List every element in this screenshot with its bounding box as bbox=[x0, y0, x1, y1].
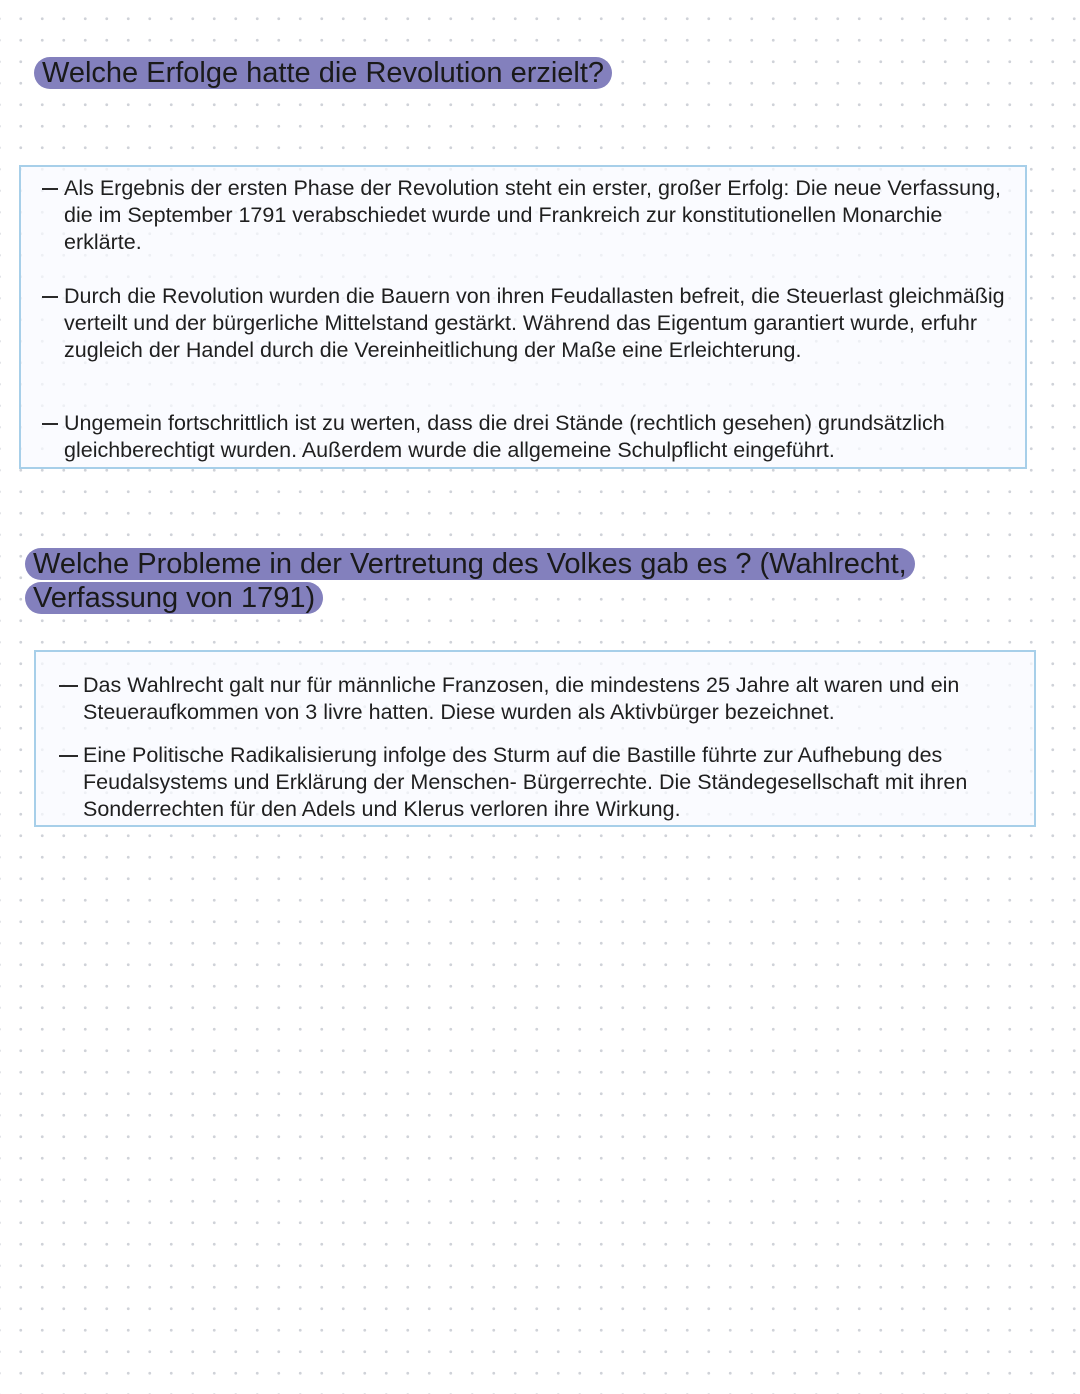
section-1-bullet-1: Als Ergebnis der ersten Phase der Revolution steht ein erster, großer Erfolg: Die neue Verfassung, die im September 1791 verabschiedet wurde und Frankreich zur konstitutionellen Monarchie erklärte. bbox=[42, 175, 1017, 256]
section-1-bullet-3: Ungemein fortschrittlich ist zu werten, dass die drei Stände (rechtlich gesehen) grundsätzlich gleichberechtigt wurden. Außerdem wurde die allgemeine Schulpflicht eingeführt. bbox=[42, 410, 1017, 464]
section-2-answer-box bbox=[34, 650, 1036, 827]
section-1-answer-box bbox=[19, 165, 1027, 469]
section-1-heading bbox=[34, 56, 674, 90]
section-1-bullet-2: Durch die Revolution wurden die Bauern von ihren Feudallasten befreit, die Steuerlast gleichmäßig verteilt und der bürgerliche Mittelstand gestärkt. Während das Eigentum garantiert wurde, erfuhr zugleich der Handel durch die Vereinheitlichung der Maße eine Erleichterung. bbox=[42, 283, 1017, 364]
section-1-heading-text: Welche Erfolge hatte die Revolution erzielt? bbox=[34, 57, 612, 89]
section-2-bullet-1: Das Wahlrecht galt nur für männliche Franzosen, die mindestens 25 Jahre alt waren und ein Steueraufkommen von 3 livre hatten. Diese wurden als Aktivbürger bezeichnet. bbox=[59, 672, 1044, 726]
section-2-heading-text: Welche Probleme in der Vertretung des Volkes gab es ? (Wahlrecht, Verfassung von 1791) bbox=[25, 548, 915, 614]
section-2-bullet-2: Eine Politische Radikalisierung infolge des Sturm auf die Bastille führte zur Aufhebung des Feudalsystems und Erklärung der Menschen- Bürgerrechte. Die Ständegesellschaft mit ihren Sonderrechten für den Adels und Klerus verloren ihre Wirkung. bbox=[59, 742, 1044, 823]
section-2-heading bbox=[25, 547, 955, 615]
